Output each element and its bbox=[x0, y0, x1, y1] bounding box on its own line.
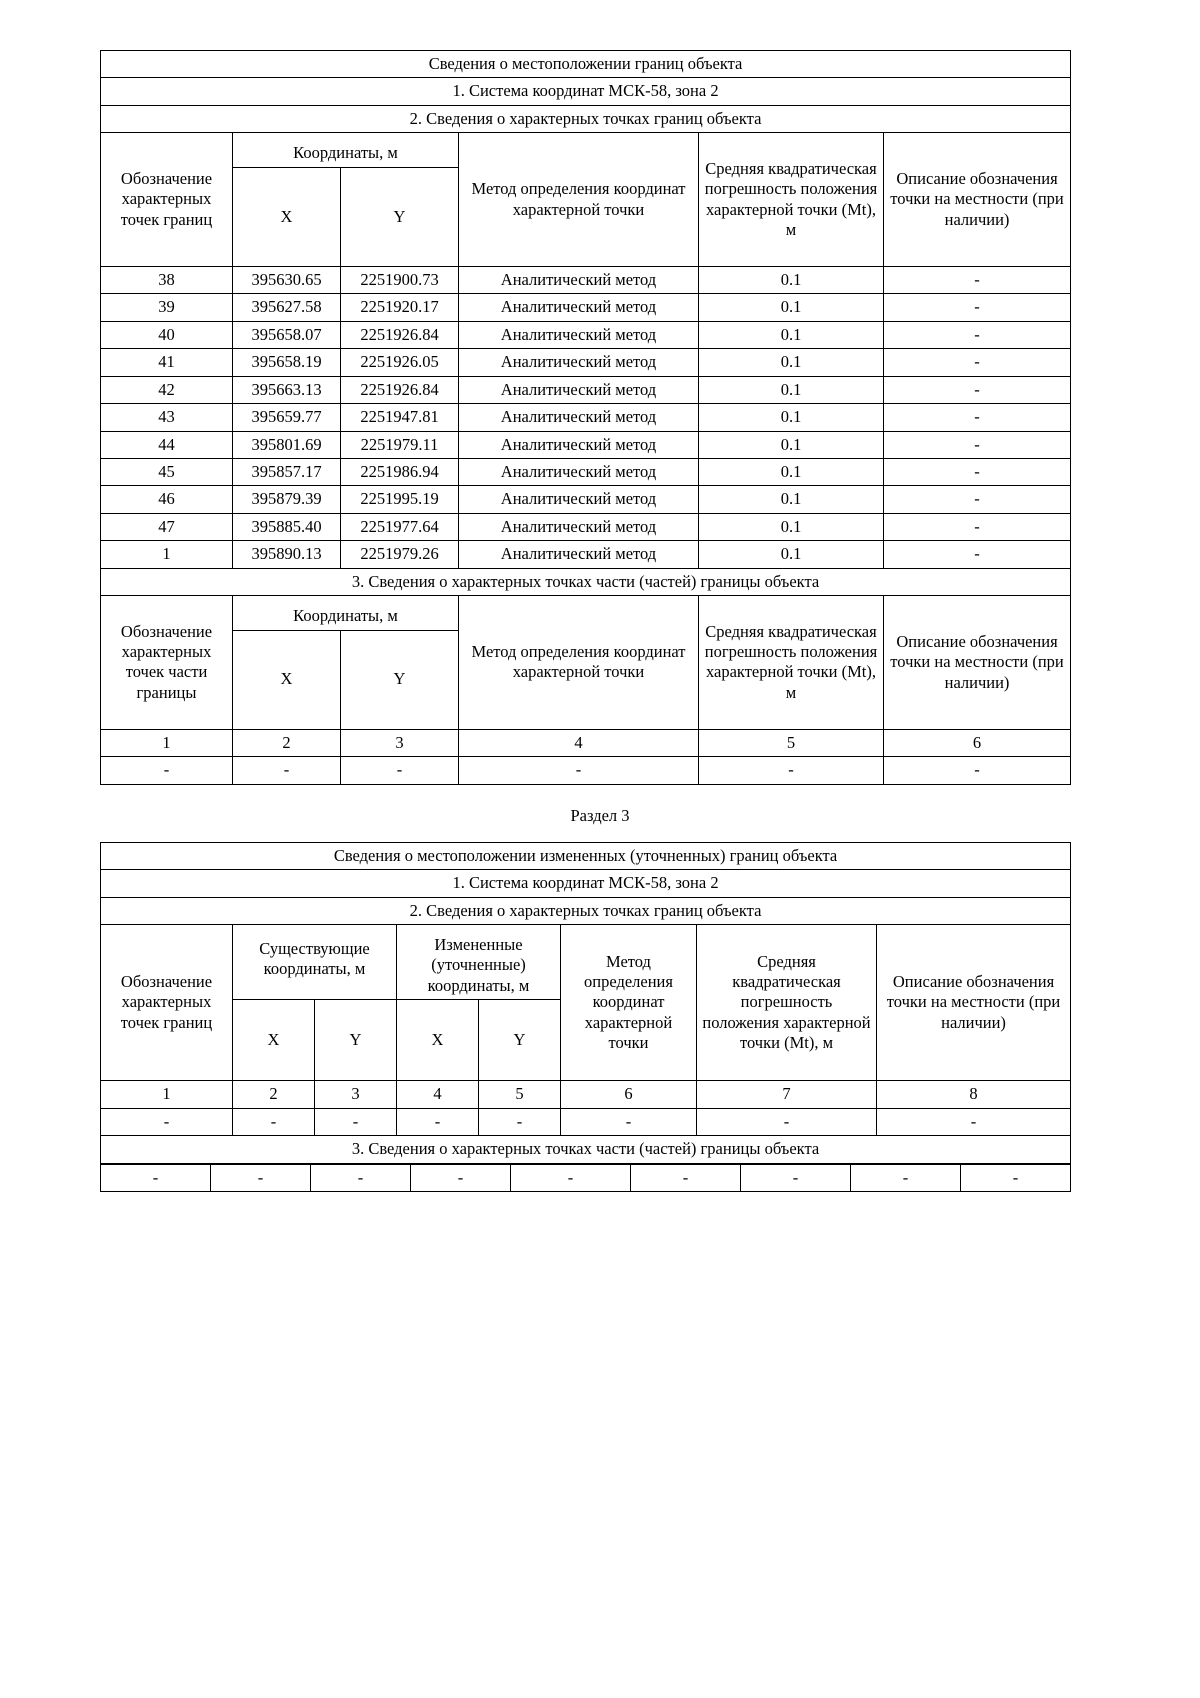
cell-x: 395627.58 bbox=[233, 294, 341, 321]
empty-cell: - bbox=[233, 1108, 315, 1135]
cell-x: 395658.19 bbox=[233, 349, 341, 376]
cell-mt: 0.1 bbox=[699, 431, 884, 458]
cell-description: - bbox=[884, 266, 1071, 293]
table-row bbox=[101, 376, 1071, 403]
header2-mse: Средняя квадратическая погрешность положения характерной точки (Mt), м bbox=[697, 924, 877, 1080]
header-mse: Средняя квадратическая погрешность положения характерной точки (Mt), м bbox=[699, 133, 884, 266]
cell-description: - bbox=[884, 404, 1071, 431]
table-row bbox=[101, 349, 1071, 376]
cell-x: 395885.40 bbox=[233, 513, 341, 540]
table1-section2-row bbox=[101, 105, 1071, 132]
header2-existing-y: Y bbox=[315, 1000, 397, 1081]
bottom-empty-cell: - bbox=[311, 1164, 411, 1191]
part-col-number: 5 bbox=[699, 729, 884, 756]
changed-boundary-location-table bbox=[100, 842, 1071, 1164]
col-number: 5 bbox=[479, 1081, 561, 1108]
table-row bbox=[101, 486, 1071, 513]
cell-point: 42 bbox=[101, 376, 233, 403]
empty-cell: - bbox=[561, 1108, 697, 1135]
header2-existing-group: Существующие координаты, м bbox=[233, 924, 397, 999]
cell-mt: 0.1 bbox=[699, 266, 884, 293]
table1-part-header-row-1 bbox=[101, 596, 1071, 630]
header-method: Метод определения координат характерной точки bbox=[459, 133, 699, 266]
cell-point: 1 bbox=[101, 541, 233, 568]
cell-y: 2251977.64 bbox=[341, 513, 459, 540]
table-row bbox=[101, 294, 1071, 321]
table-row bbox=[101, 404, 1071, 431]
cell-x: 395857.17 bbox=[233, 458, 341, 485]
col-number: 1 bbox=[101, 1081, 233, 1108]
cell-y: 2251947.81 bbox=[341, 404, 459, 431]
header-x: X bbox=[233, 167, 341, 266]
bottom-empty-cell: - bbox=[631, 1164, 741, 1191]
cell-description: - bbox=[884, 376, 1071, 403]
cell-mt: 0.1 bbox=[699, 376, 884, 403]
part-empty-cell: - bbox=[884, 757, 1071, 784]
part-header-mse: Средняя квадратическая погрешность положения характерной точки (Mt), м bbox=[699, 596, 884, 729]
cell-point: 45 bbox=[101, 458, 233, 485]
part-col-number: 6 bbox=[884, 729, 1071, 756]
table2-section3-row bbox=[101, 1136, 1071, 1163]
empty-cell: - bbox=[697, 1108, 877, 1135]
empty-cell: - bbox=[397, 1108, 479, 1135]
table2-number-row bbox=[101, 1081, 1071, 1108]
part-header-x: X bbox=[233, 630, 341, 729]
cell-point: 39 bbox=[101, 294, 233, 321]
part-header-y: Y bbox=[341, 630, 459, 729]
cell-x: 395659.77 bbox=[233, 404, 341, 431]
table-row bbox=[101, 541, 1071, 568]
table1-section3-heading: 3. Сведения о характерных точках части (частей) границы объекта bbox=[101, 568, 1071, 595]
cell-method: Аналитический метод bbox=[459, 321, 699, 348]
empty-cell: - bbox=[877, 1108, 1071, 1135]
boundary-location-table bbox=[100, 50, 1071, 785]
header2-changed-group: Измененные (уточненные) координаты, м bbox=[397, 924, 561, 999]
cell-description: - bbox=[884, 486, 1071, 513]
header2-changed-x: X bbox=[397, 1000, 479, 1081]
cell-y: 2251926.84 bbox=[341, 376, 459, 403]
part-header-point-designation: Обозначение характерных точек части границы bbox=[101, 596, 233, 729]
table2-section2-heading: 2. Сведения о характерных точках границ объекта bbox=[101, 897, 1071, 924]
cell-method: Аналитический метод bbox=[459, 349, 699, 376]
cell-description: - bbox=[884, 294, 1071, 321]
cell-description: - bbox=[884, 513, 1071, 540]
table1-header-row-1 bbox=[101, 133, 1071, 167]
cell-x: 395801.69 bbox=[233, 431, 341, 458]
col-number: 8 bbox=[877, 1081, 1071, 1108]
part-col-number: 3 bbox=[341, 729, 459, 756]
part-col-number: 4 bbox=[459, 729, 699, 756]
cell-method: Аналитический метод bbox=[459, 541, 699, 568]
cell-description: - bbox=[884, 541, 1071, 568]
cell-x: 395890.13 bbox=[233, 541, 341, 568]
col-number: 3 bbox=[315, 1081, 397, 1108]
cell-x: 395630.65 bbox=[233, 266, 341, 293]
table1-coord-system-row bbox=[101, 78, 1071, 105]
cell-point: 41 bbox=[101, 349, 233, 376]
cell-description: - bbox=[884, 349, 1071, 376]
header2-existing-x: X bbox=[233, 1000, 315, 1081]
cell-method: Аналитический метод bbox=[459, 294, 699, 321]
table-row bbox=[101, 513, 1071, 540]
col-number: 6 bbox=[561, 1081, 697, 1108]
part-header-coordinates-group: Координаты, м bbox=[233, 596, 459, 630]
cell-point: 46 bbox=[101, 486, 233, 513]
header2-point-designation: Обозначение характерных точек границ bbox=[101, 924, 233, 1080]
table2-header-row-1 bbox=[101, 924, 1071, 999]
part-empty-cell: - bbox=[233, 757, 341, 784]
cell-mt: 0.1 bbox=[699, 458, 884, 485]
col-number: 4 bbox=[397, 1081, 479, 1108]
header2-method: Метод определения координат характерной точки bbox=[561, 924, 697, 1080]
table-row bbox=[101, 431, 1071, 458]
part-empty-cell: - bbox=[341, 757, 459, 784]
cell-mt: 0.1 bbox=[699, 541, 884, 568]
cell-method: Аналитический метод bbox=[459, 458, 699, 485]
bottom-empty-cell: - bbox=[101, 1164, 211, 1191]
empty-cell: - bbox=[101, 1108, 233, 1135]
table2-title: Сведения о местоположении измененных (уточненных) границ объекта bbox=[101, 842, 1071, 869]
table2-coord-system-row bbox=[101, 870, 1071, 897]
table-row bbox=[101, 266, 1071, 293]
table-row bbox=[101, 321, 1071, 348]
header-coordinates-group: Координаты, м bbox=[233, 133, 459, 167]
table1-title-row bbox=[101, 51, 1071, 78]
part-header-method: Метод определения координат характерной точки bbox=[459, 596, 699, 729]
part-empty-cell: - bbox=[699, 757, 884, 784]
cell-mt: 0.1 bbox=[699, 486, 884, 513]
cell-method: Аналитический метод bbox=[459, 376, 699, 403]
table-row bbox=[101, 458, 1071, 485]
cell-mt: 0.1 bbox=[699, 294, 884, 321]
header2-changed-y: Y bbox=[479, 1000, 561, 1081]
cell-description: - bbox=[884, 431, 1071, 458]
cell-y: 2251900.73 bbox=[341, 266, 459, 293]
table1-section3-row bbox=[101, 568, 1071, 595]
table1-part-empty-row bbox=[101, 757, 1071, 784]
cell-method: Аналитический метод bbox=[459, 431, 699, 458]
cell-mt: 0.1 bbox=[699, 404, 884, 431]
cell-y: 2251995.19 bbox=[341, 486, 459, 513]
table2-coord-system: 1. Система координат МСК-58, зона 2 bbox=[101, 870, 1071, 897]
header-point-designation: Обозначение характерных точек границ bbox=[101, 133, 233, 266]
table1-part-number-row bbox=[101, 729, 1071, 756]
cell-method: Аналитический метод bbox=[459, 404, 699, 431]
cell-mt: 0.1 bbox=[699, 349, 884, 376]
cell-y: 2251926.05 bbox=[341, 349, 459, 376]
bottom-empty-cell: - bbox=[741, 1164, 851, 1191]
cell-y: 2251979.26 bbox=[341, 541, 459, 568]
bottom-empty-cell: - bbox=[961, 1164, 1071, 1191]
cell-y: 2251920.17 bbox=[341, 294, 459, 321]
changed-boundary-part-table bbox=[100, 1164, 1071, 1192]
cell-point: 47 bbox=[101, 513, 233, 540]
header-y: Y bbox=[341, 167, 459, 266]
section-label: Раздел 3 bbox=[570, 805, 630, 825]
bottom-empty-cell: - bbox=[211, 1164, 311, 1191]
table2-section2-row bbox=[101, 897, 1071, 924]
cell-point: 40 bbox=[101, 321, 233, 348]
cell-method: Аналитический метод bbox=[459, 266, 699, 293]
header2-description: Описание обозначения точки на местности (при наличии) bbox=[877, 924, 1071, 1080]
part-col-number: 2 bbox=[233, 729, 341, 756]
table1-section2-heading: 2. Сведения о характерных точках границ объекта bbox=[101, 105, 1071, 132]
bottom-empty-cell: - bbox=[511, 1164, 631, 1191]
cell-y: 2251986.94 bbox=[341, 458, 459, 485]
table2-title-row bbox=[101, 842, 1071, 869]
table2-section3-heading: 3. Сведения о характерных точках части (частей) границы объекта bbox=[101, 1136, 1071, 1163]
bottom-empty-cell: - bbox=[851, 1164, 961, 1191]
cell-method: Аналитический метод bbox=[459, 486, 699, 513]
table1-coord-system: 1. Система координат МСК-58, зона 2 bbox=[101, 78, 1071, 105]
table2-empty-row bbox=[101, 1108, 1071, 1135]
cell-y: 2251926.84 bbox=[341, 321, 459, 348]
table1-title: Сведения о местоположении границ объекта bbox=[101, 51, 1071, 78]
empty-cell: - bbox=[315, 1108, 397, 1135]
part-empty-cell: - bbox=[101, 757, 233, 784]
cell-y: 2251979.11 bbox=[341, 431, 459, 458]
table2-bottom-empty-row bbox=[101, 1164, 1071, 1191]
cell-mt: 0.1 bbox=[699, 321, 884, 348]
cell-method: Аналитический метод bbox=[459, 513, 699, 540]
cell-x: 395658.07 bbox=[233, 321, 341, 348]
part-col-number: 1 bbox=[101, 729, 233, 756]
cell-x: 395663.13 bbox=[233, 376, 341, 403]
empty-cell: - bbox=[479, 1108, 561, 1135]
cell-x: 395879.39 bbox=[233, 486, 341, 513]
part-empty-cell: - bbox=[459, 757, 699, 784]
cell-point: 44 bbox=[101, 431, 233, 458]
cell-point: 38 bbox=[101, 266, 233, 293]
bottom-empty-cell: - bbox=[411, 1164, 511, 1191]
part-header-description: Описание обозначения точки на местности (при наличии) bbox=[884, 596, 1071, 729]
cell-point: 43 bbox=[101, 404, 233, 431]
col-number: 2 bbox=[233, 1081, 315, 1108]
header-description: Описание обозначения точки на местности (при наличии) bbox=[884, 133, 1071, 266]
cell-description: - bbox=[884, 458, 1071, 485]
col-number: 7 bbox=[697, 1081, 877, 1108]
cell-mt: 0.1 bbox=[699, 513, 884, 540]
cell-description: - bbox=[884, 321, 1071, 348]
